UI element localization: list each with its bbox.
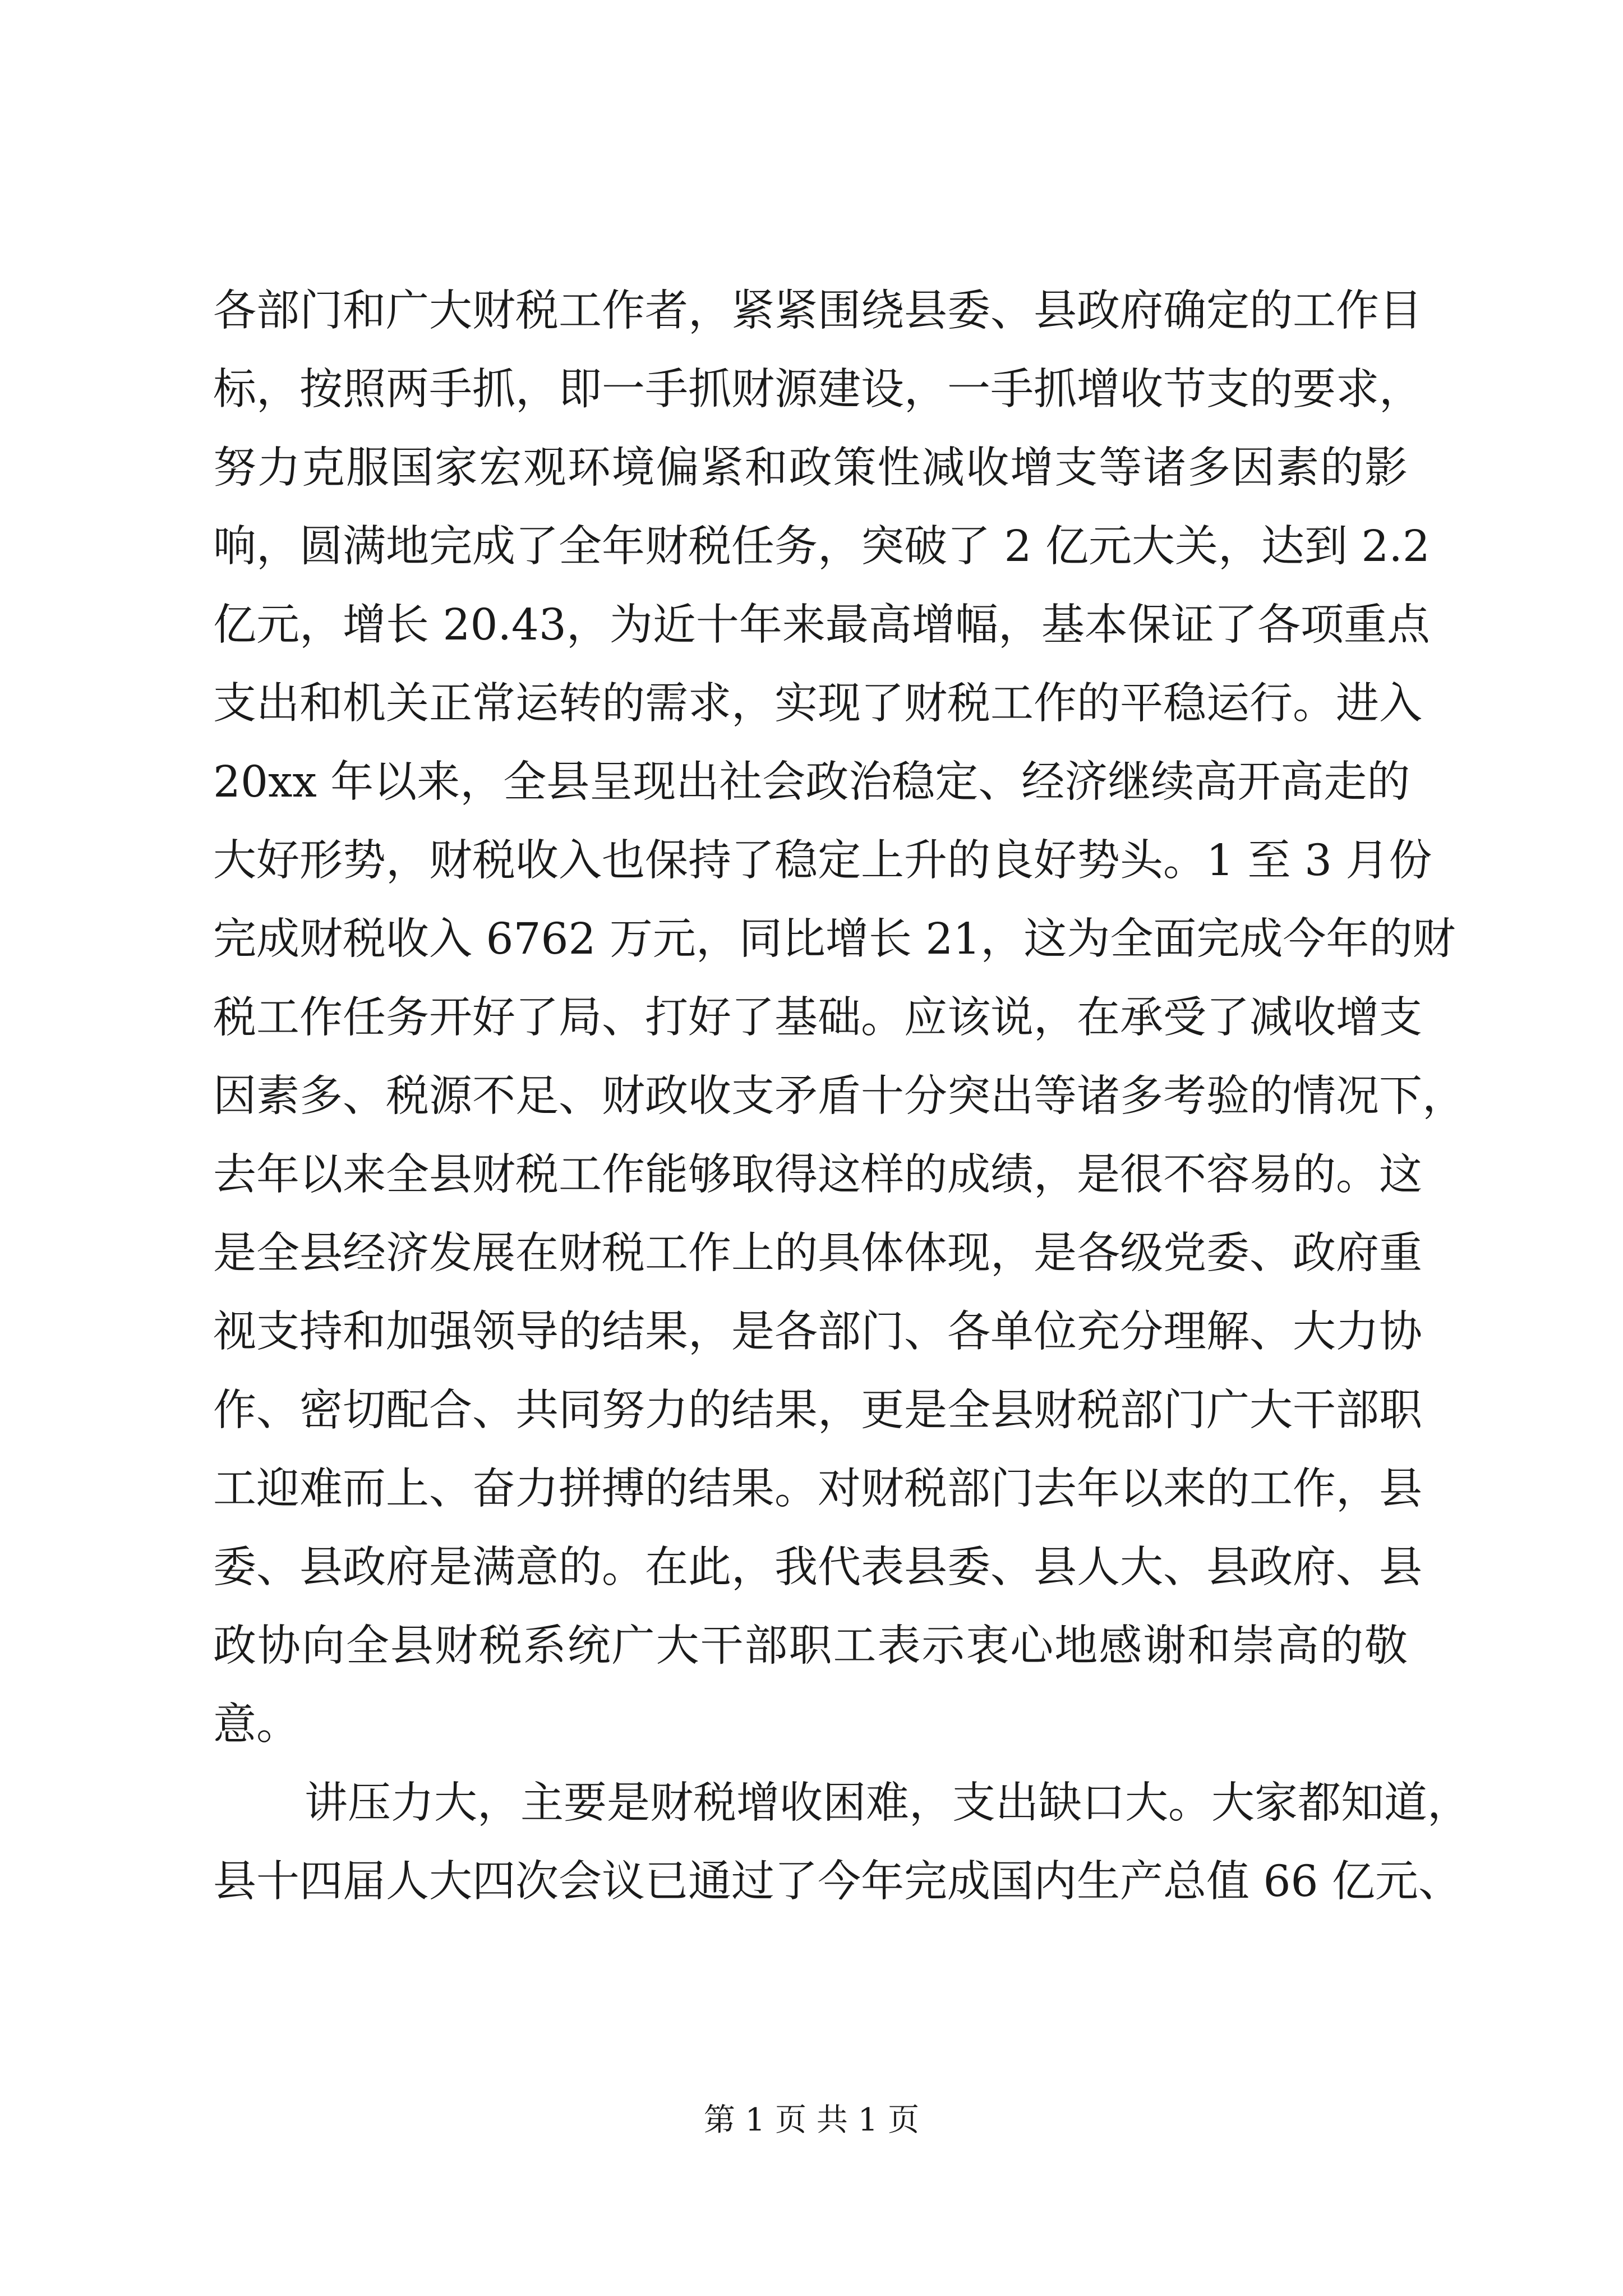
text-line: 是全县经济发展在财税工作上的具体体现，是各级党委、政府重 xyxy=(213,1228,1422,1278)
text-line: 县十四届人大四次会议已通过了今年完成国内生产总值 66 亿元、 xyxy=(213,1857,1461,1907)
text-line: 视支持和加强领导的结果，是各部门、各单位充分理解、大力协 xyxy=(213,1307,1422,1357)
text-line: 大好形势，财税收入也保持了稳定上升的良好势头。1 至 3 月份 xyxy=(213,836,1432,886)
text-line: 工迎难而上、奋力拼搏的结果。对财税部门去年以来的工作，县 xyxy=(213,1464,1422,1514)
text-line: 亿元，增长 20.43，为近十年来最高增幅，基本保证了各项重点 xyxy=(213,600,1430,650)
text-line: 委、县政府是满意的。在此，我代表县委、县人大、县政府、县 xyxy=(213,1543,1422,1593)
text-line: 努力克服国家宏观环境偏紧和政策性减收增支等诸多因素的影 xyxy=(213,443,1408,493)
text-line: 标，按照两手抓，即一手抓财源建设，一手抓增收节支的要求， xyxy=(213,365,1422,415)
text-line: 各部门和广大财税工作者，紧紧围绕县委、县政府确定的工作目 xyxy=(213,286,1422,336)
text-line: 政协向全县财税系统广大干部职工表示衷心地感谢和崇高的敬 xyxy=(213,1621,1408,1671)
text-line: 20xx 年以来，全县呈现出社会政治稳定、经济继续高开高走的 xyxy=(213,757,1410,807)
text-line: 因素多、税源不足、财政收支矛盾十分突出等诸多考验的情况下， xyxy=(213,1071,1465,1121)
page-footer: 第 1 页 共 1 页 xyxy=(703,2102,920,2138)
text-line: 作、密切配合、共同努力的结果，更是全县财税部门广大干部职 xyxy=(213,1386,1422,1435)
text-line: 税工作任务开好了局、打好了基础。应该说，在承受了减收增支 xyxy=(213,993,1422,1043)
paragraph-first-line: 讲压力大，主要是财税增收困难，支出缺口大。大家都知道， xyxy=(305,1778,1470,1828)
text-line: 响，圆满地完成了全年财税任务，突破了 2 亿元大关，达到 2.2 xyxy=(213,522,1430,572)
text-line: 完成财税收入 6762 万元，同比增长 21，这为全面完成今年的财 xyxy=(213,914,1456,964)
text-line: 支出和机关正常运转的需求，实现了财税工作的平稳运行。进入 xyxy=(213,679,1422,729)
text-line: 去年以来全县财税工作能够取得这样的成绩，是很不容易的。这 xyxy=(213,1150,1422,1200)
text-line: 意。 xyxy=(213,1700,299,1750)
